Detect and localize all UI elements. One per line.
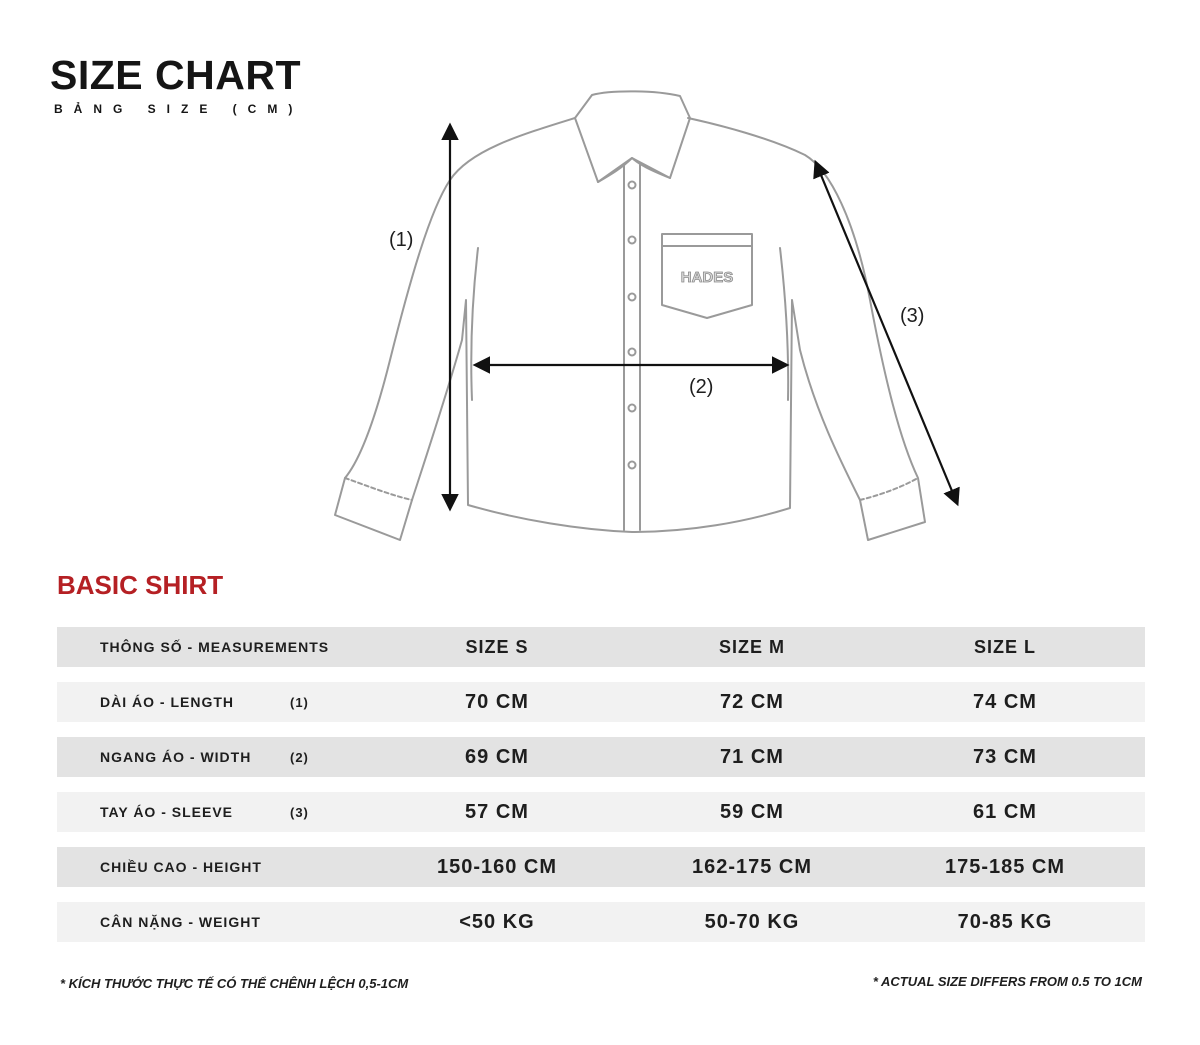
value-size-l: 175-185 CM [944,855,1066,878]
marker-3: (3) [900,305,925,327]
page-title: SIZE CHART [50,52,301,98]
row-label: DÀI ÁO - LENGTH [100,694,234,710]
table-row [57,792,1145,832]
value-size-m: 72 CM [720,690,784,713]
marker-2: (2) [689,376,714,398]
header-size-l: SIZE L [973,636,1036,657]
brand-logo: HADES [680,269,734,286]
table-row [57,737,1145,777]
note-vietnamese: * KÍCH THƯỚC THỰC TẾ CÓ THỂ CHÊNH LỆCH 0,5-1CM [60,976,409,991]
value-size-s: <50 KG [459,910,535,933]
row-label: CÂN NẶNG - WEIGHT [100,914,261,930]
value-size-m: 50-70 KG [704,910,800,933]
row-marker: (1) [290,694,309,710]
row-label: TAY ÁO - SLEEVE [100,804,233,820]
table-row [57,847,1145,887]
row-label: CHIỀU CAO - HEIGHT [100,859,262,875]
size-table [57,627,1145,957]
note-english: * ACTUAL SIZE DIFFERS FROM 0.5 TO 1CM [872,974,1142,989]
value-size-m: 162-175 CM [691,855,813,878]
marker-1: (1) [389,229,414,251]
collar-outline [575,91,690,182]
row-marker: (3) [290,804,309,820]
page-subtitle: BẢNG SIZE (CM) [54,102,304,116]
header-size-s: SIZE S [465,636,529,657]
value-size-m: 59 CM [720,800,784,823]
value-size-s: 70 CM [465,690,529,713]
product-name: BASIC SHIRT [57,570,224,600]
value-size-l: 73 CM [973,745,1037,768]
value-size-l: 70-85 KG [957,910,1053,933]
value-size-s: 57 CM [465,800,529,823]
value-size-l: 61 CM [973,800,1037,823]
buttons [629,182,636,469]
value-size-m: 71 CM [720,745,784,768]
row-marker: (2) [290,749,309,765]
header-size-m: SIZE M [718,636,785,657]
value-size-l: 74 CM [973,690,1037,713]
row-label: NGANG ÁO - WIDTH [100,749,252,765]
table-row [57,682,1145,722]
value-size-s: 150-160 CM [436,855,558,878]
table-header-row [57,627,1145,667]
value-size-s: 69 CM [465,745,529,768]
header-label: THÔNG SỐ - MEASUREMENTS [100,639,330,655]
table-row [57,902,1145,942]
